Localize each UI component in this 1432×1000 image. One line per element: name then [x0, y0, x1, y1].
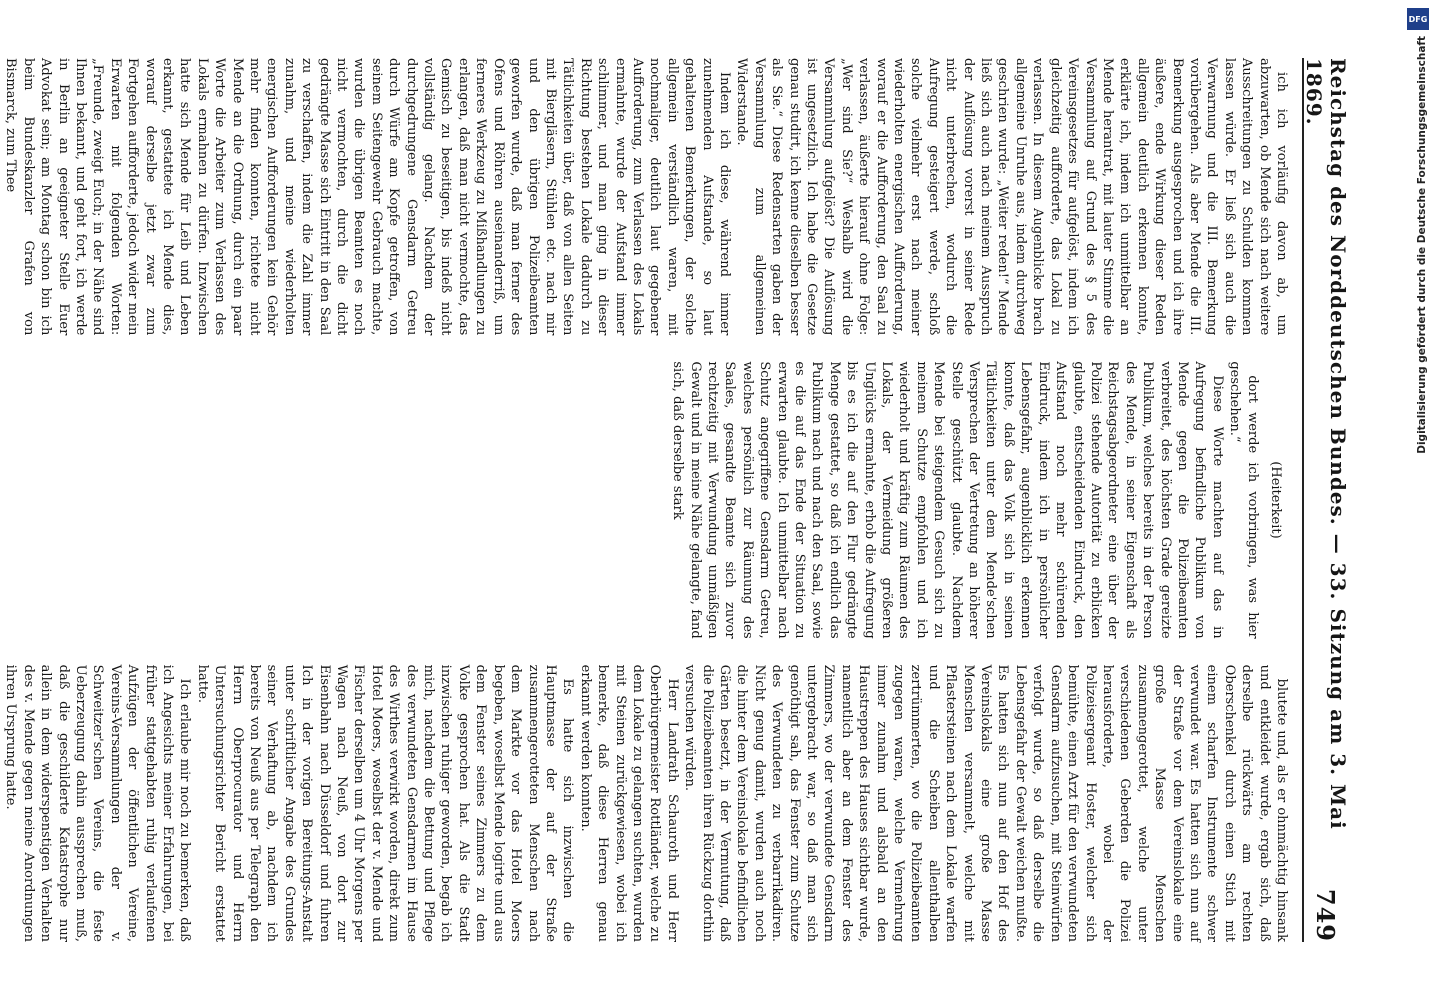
paragraph: Es hatte sich inzwischen die Hauptmasse der auf der Straße zusammengerotteten Menschen nach dem Markte vor das Hotel Moers begeben, woselbst Mende logirte und aus dem Fenster seines Zimmers zu dem Volke gesprochen hat. Als die Stadt inzwischen ruhiger geworden, begab ich mich, nachdem die Bettung und Pflege des verwundeten Gensdarmen im Hause des Wirthes verwirkt worden, direkt zum Hotel Moers, woselbst der v. Mende und Fischer derselben um 4 Uhr Morgens per Wagen nach Neuß, von dort zur Eisenbahn nach Düsseldorf und fuhren Ich in der vorigen Bereitungs-Anstalt unter schriftlicher Angabe des Grundes seiner Verhaftung ab, nachdem ich bereits von Neuß aus per Telegraph den Herrn Oberprocurator und Herrn Untersuchungsrichter Bericht erstattet hatte.	[194, 664, 576, 942]
paragraph: Diese Worte machten auf das in Aufregung befindliche Publikum von Mende gegen die Polizeibeamten verbreitet, des höchsten Grade gereizte Publikum, welches bereits in der Person des Mende, in seiner Eigenschaft als Reichstagsabgeordneter eine über der Polizei stehende Autorität zu erblicken glaubte, entscheidenden Eindruck, den Aufstand noch mehr schürenden Eindruck, indem ich in persönlicher Lebensgefahr, augenblicklich erkennen konnte, daß das Volk sich in seinen Tätlichkeiten unter dem Mende'schen Versprechen der Vertretung an höherer Stelle geschützt glaubte. Nachdem Mende bei steigendem Gesuch sich zu meinem Schutze empfohlen und ich wiederholt und kräftig zum Räumen des Lokals, der Vermeidung größeren Unglücks ermahnte, erhob die Aufregung bis es ich die auf den Flur gedrängte Menge gestattet, so daß ich endlich das Publikum nach und nach den Saal, sowie es die auf das Ende der Situation zu erwarten glaubte. Ich unmittelbar nach Schutz angegriffene Gensdarm Getreu, welches persönlich zur Räumung des Saales, gesandte Beamte sich zuvor rechtzeitig mit Verwundung unmäßigen Gewalt und in meine Nähe gelangte, fand sich, daß derselbe stark	[670, 361, 1225, 639]
paragraph: Indem ich diese, während immer zunehmenden Aufstande, so laut gehaltenen Bemerkungen, der solche allgemein verständlich waren, mit nochmaliger, deutlich laut gegebener Aufforderung, zum Verlassen des Lokals ermahnte, wurde der Aufstand immer schlimmer, und man ging in dieser Richtung bestehen Lokale dadurch zu Tätlichkeiten über, daß von allen Seiten mit Biergläsern, Stühlen etc. nach mir und den übrigen Polizeibeamten geworfen wurde, daß man ferner des Ofens und Röhren auseinanderriß, um ferneres Werkzeug zu Mißhandlungen zu erlangen, daß man nicht vermochte, das Gemisch zu beseitigen, bis indeß nicht vollständig gelang. Nachdem der durchgedrungene Gensdarm Getreu durch Würfe am Kopfe getroffen, von seinem Seitengewehr Gebrauch machte, wurden die übrigen Beamten es noch nicht vermochten, durch die dicht gedrängte Masse sich Eintritt in den Saal zu verschaffen, indem die Zahl immer zunahm, und meine wiederholten energischen Aufforderungen kein Gehör mehr finden konnten, richtete nicht Mende an die Ordnung, durch ein paar Worte die Arbeiter zum Verlassen des Lokals ermahnen zu dürfen. Inzwischen hatte sich Mende für Leib und Leben erkannt, gestattete ich Mende dies, worauf derselbe jetzt zwar zum Fortgehen aufforderte, jedoch wider mein Erwarten mit folgenden Worten: „Freunde, zweigt Euch; in der Nähe sind Ihnen bekannt, und geht fort, ich werde in Berlin an geeigneter Stelle Euer Advokat sein; am Montag schon bin ich beim Bundeskanzler Grafen von Bismarck, zum Thee	[3, 58, 732, 336]
column-2	[76, 361, 1290, 638]
column-1	[3, 58, 1290, 336]
paragraph: Ich erlaube mir noch zu bemerken, daß ich Angesichts meiner Erfahrungen, bei früher stattgehabten ruhig verlaufenen Aufzügen der öffentlichen Vereine, Vereins-Versammlungen der v. Schweitzer'schen Vereins, die feste Ueberzeugung dahin aussprechen muß, daß die geschilderte Katastrophe nur allein in dem widerspenstigen Verhalten des v. Mende gegen meine Anordnungen ihren Ursprung hatte.	[3, 664, 193, 942]
paragraph	[0, 665, 2, 942]
column-3	[3, 664, 1290, 942]
paragraph: blutete und, als er ohnmächtig hinsank und entkleidet wurde, ergab sich, daß derselbe rückwärts am rechten Oberschenkel durch einen Stich mit einem scharfen Instrumente schwer verwundet war. Es hatten sich nun auf der Straße vor dem Vereinslokale eine große Masse Menschen zusammengerottet, welche unter verschiedenen Geberden die Polizei herausforderte, wobei der Polizeisergeant Hoster, welcher sich bemühte, einen Arzt für den verwundeten Gensdarm aufzusuchen, mit Steinwürfen verfolgt wurde, so daß derselbe die Lebensgefahr der Gewalt weichen mußte. Es hatten sich nun auf den Hof des Vereinslokals eine große Masse Menschen versammelt, welche mit Pflastersteinen nach dem Lokale warfen und die Scheiben allenthalben zertrümmerten, wo die Polizeibeamten zugegen waren, welche Vermehrung immer zunahm und alsbald an den Haustreppen des Hauses sichtbar wurde, namentlich aber an dem Fenster des Zimmers, wo der verwundete Gensdarm untergebracht war, so daß man sich genöthigt sah, das Fenster zum Schutze des Verwundeten zu verbarrikadiren. Nicht genug damit, wurden auch noch die hinter dem Vereinslokale befindlichen Gärten besetzt, in der Vermutung, daß die Polizeibeamten ihren Rückzug dorthin versuchen würden.	[682, 664, 1289, 942]
paragraph: ich ich vorläufig davon ab, um abzuwarten, ob Mende sich nach weitere Ausschreitungen zu Schulden kommen lassen würde. Er ließ sich auch die Verwarnung und die III. Bemerkung vorübergehen. Als aber Mende die III. Bemerkung ausgesprochen und ich ihre äußere, ende Wirkung dieser Reden allgemein deutlich erkennen konnte, erklärte ich, indem ich unmittelbar an Mende herantrat, mit lauter Stimme die Versammlung auf Grund des § 5 des Vereinsgesetzes für aufgelöst, indem ich gleichzeitig aufforderte, das Lokal zu verlassen. In diesem Augenblicke brach allgemeine Unruhe aus, indem durchweg geschrien wurde: „Weiter reden!“ Mende ließ sich auch nach meinem Ausspruch der Auflösung vorerst in seiner Rede nicht unterbrechen, wodurch die Aufregung gesteigert werde, schloß solche vielmehr erst nach meiner wiederholten energischen Aufforderung, worauf er die Aufforderung, den Saal zu verlassen, äußerte hierauf ohne Folge: „Wer sind Sie?“ Weshalb wird die Versammlung aufgelöst? Die Auflösung ist ungesetzlich. Ich habe die Gesetze genau studirt, ich kenne dieselben besser als Sie.“ Diese Redensarten gaben der Versammlung zum allgemeinen Widerstande.	[734, 58, 1289, 336]
paragraph: Herr Landrath Schauroth und Herr Oberbürgermeister Rottländer, welche zu dem Lokale zu gelangen suchten, wurden mit Steinen zurückgewiesen, wobei ich bemerke, daß diese Herren genau erkannt werden konnten.	[577, 664, 680, 942]
running-head: Reichstag des Norddeutschen Bundes. — 33. Sitzung am 3. Mai 1869.	[1302, 58, 1350, 830]
interjection: (Heiterkeit)	[1268, 461, 1283, 539]
dfg-credit: Digitalisierung gefördert durch die Deutsche Forschungsgemeinschaft	[1416, 36, 1428, 454]
paragraph: dort werde ich vorbringen, was hier geschehen.“	[1227, 361, 1260, 639]
text-columns	[3, 58, 1290, 942]
dfg-logo: DFG	[1407, 8, 1429, 30]
dfg-sidebar	[1404, 0, 1432, 1000]
page-header	[1302, 58, 1348, 942]
scanned-page	[3, 30, 1386, 970]
page-number: 749	[1311, 888, 1341, 942]
